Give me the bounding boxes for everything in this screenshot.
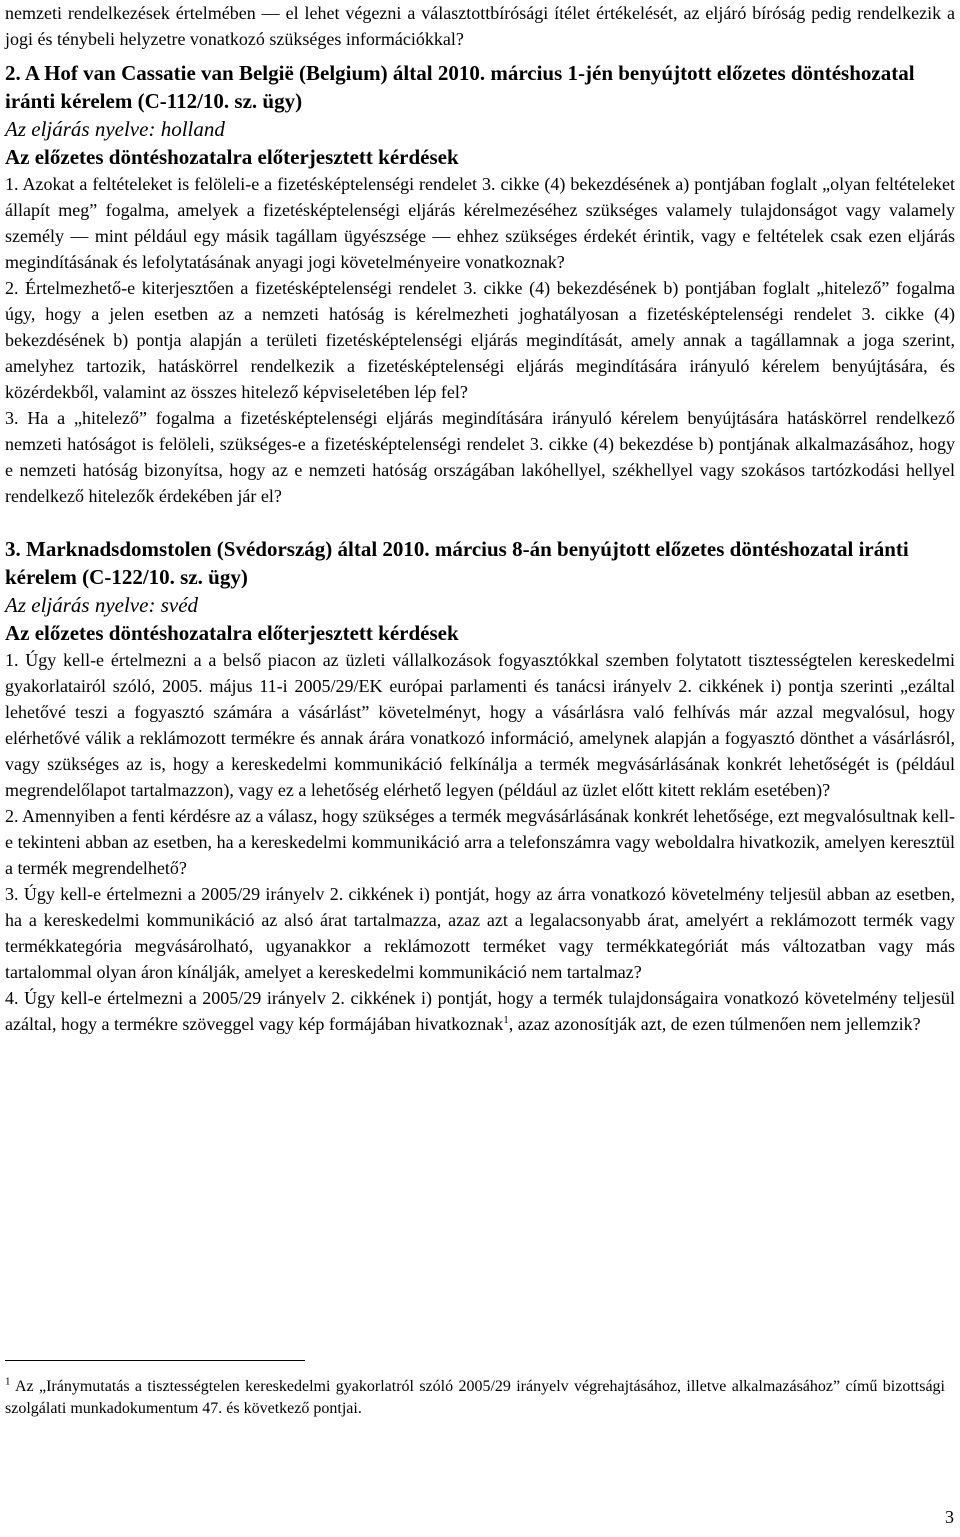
procedure-language-swedish: Az eljárás nyelve: svéd [5,593,199,617]
footnote-reference[interactable]: 1 [503,1014,509,1026]
footnote [5,1376,945,1420]
question-c122-4 [5,985,955,1037]
question-c122-1: 1. Úgy kell-e értelmezni a a belső piacon az üzleti vállalkozások fogyasztókkal szemben folytatott tisztességtelen kereskedelmi gyakorlatairól szóló, 2005. május 11-i 2005/29/EK európai parlamenti és tanácsi irányelv 2. cikkének i) pontja szerinti „ezáltal lehetővé teszi a fogyasztó számára a vásárlást” követelményt, hogy a vásárlásra való felhívás már azzal megvalósul, hogy elérhetővé válik a reklámozott termékre és annak árára vonatkozó információ, amelynek alapján a fogyasztó dönthet a vásárlásról, vagy szükséges az is, hogy a kereskedelmi kommunikáció felkínálja a termék megvásárlásának konkrét lehetőségét is (például megrendelőlapot tartalmazzon), vagy ez a lehetőség elérhető legyen (például az üzlet előtt kitett reklám esetében)? [5,650,955,800]
question-c122-2: 2. Amennyiben a fenti kérdésre az a válasz, hogy szükséges a termék megvásárlásának konkrét lehetősége, ezt megvalósultnak kell-e tekinteni abban az esetben, ha a kereskedelmi kommunikáció arra a telefonszámra vagy weboldalra hivatkozik, amelyen keresztül a termék megrendelhető? [5,806,955,878]
case-heading-c112: 2. A Hof van Cassatie van België (Belgium) által 2010. március 1-jén benyújtott előzetes döntéshozatal iránti kérelem (C-112/10. sz. ügy) [5,61,915,113]
questions-title-c122: Az előzetes döntéshozatalra előterjesztett kérdések [5,621,459,645]
question-c112-2: 2. Értelmezhető-e kiterjesztően a fizetésképtelenségi rendelet 3. cikke (4) bekezdésének b) pontjában foglalt „hitelező” fogalma úgy, hogy a jelen esetben az a nemzeti hatóság is kérelmezheti joghatályosan a fizetésképtelenségi rendelet 3. cikke (4) bekezdésének b) pontja alapján a területi fizetésképtelenségi eljárás megindítását, amely annak a tagállamnak a joga szerint, amelyhez tartozik, hatáskörrel rendelkezik a fizetésképtelenségi eljárás megindítására irányuló kérelem benyújtására, és közérdekből, valamint az összes hitelező képviseletében lép fel? [5,278,955,402]
page-number: 3 [945,1507,954,1527]
document-page [5,0,955,1037]
question-c112-1: 1. Azokat a feltételeket is felöleli-e a fizetésképtelenségi rendelet 3. cikke (4) bekezdésének a) pontjában foglalt „olyan feltételeket állapít meg” fogalma, amelyek a fizetésképtelenségi eljárás kérelmezéséhez szükséges valamely tulajdonságot vagy valamely személy — mint például egy másik tagállam ügyészsége — ehhez szükséges érdekét érintik, vagy e feltételek csak ezen eljárás megindításának és lefolytatásának anyagi jogi követelményeire vonatkoznak? [5,174,955,272]
case-heading-c122: 3. Marknadsdomstolen (Svédország) által 2010. március 8-án benyújtott előzetes döntéshozatal iránti kérelem (C-122/10. sz. ügy) [5,537,909,589]
question-c122-4-text-end: , azaz azonosítják azt, de ezen túlmenően nem jellemzik? [508,1014,921,1034]
question-c112-3: 3. Ha a „hitelező” fogalma a fizetésképtelenségi eljárás megindítására irányuló kérelem benyújtására hatáskörrel rendelkező nemzeti hatóságot is felöleli, szükséges-e a fizetésképtelenségi rendelet 3. cikke (4) bekezdése b) pontjának alkalmazásához, hogy e nemzeti hatóság bizonyítsa, hogy az e nemzeti hatóság országában lakóhellyel, székhellyel vagy szokásos tartózkodási hellyel rendelkező hitelezők érdekében jár el? [5,408,955,506]
procedure-language-dutch: Az eljárás nyelve: holland [5,117,225,141]
questions-title-c112: Az előzetes döntéshozatalra előterjesztett kérdések [5,145,459,169]
question-c122-4-text: 4. Úgy kell-e értelmezni a 2005/29 irányelv 2. cikkének i) pontját, hogy a termék tulajdonságaira vonatkozó követelmény teljesül azáltal, hogy a termékre szöveggel vagy kép formájában hivatkoznak [5,988,955,1034]
footnote-text: Az „Iránymutatás a tisztességtelen kereskedelmi gyakorlatról szóló 2005/29 irányelv végrehajtásához, illetve alkalmazásához” című bizottsági szolgálati munkadokumentum 47. és következő pontjai. [5,1378,945,1417]
question-c122-3: 3. Úgy kell-e értelmezni a 2005/29 irányelv 2. cikkének i) pontját, hogy az árra vonatkozó követelmény teljesül abban az esetben, ha a kereskedelmi kommunikáció az alsó árat tartalmazza, azaz azt a legalacsonyabb árat, amelyért a reklámozott termék vagy termékkategória megvásárolható, ugyanakkor a reklámozott terméket vagy termékkategóriát más változatban vagy más tartalommal olyan áron kínálják, amelyet a kereskedelmi kommunikáció nem tartalmaz? [5,884,955,982]
footnote-separator [5,1360,305,1361]
footnote-number: 1 [5,1375,11,1388]
intro-paragraph: nemzeti rendelkezések értelmében — el lehet végezni a választottbírósági ítélet értékelését, az eljáró bíróság pedig rendelkezik a jogi és ténybeli helyzetre vonatkozó szükséges információkkal? [5,3,955,49]
